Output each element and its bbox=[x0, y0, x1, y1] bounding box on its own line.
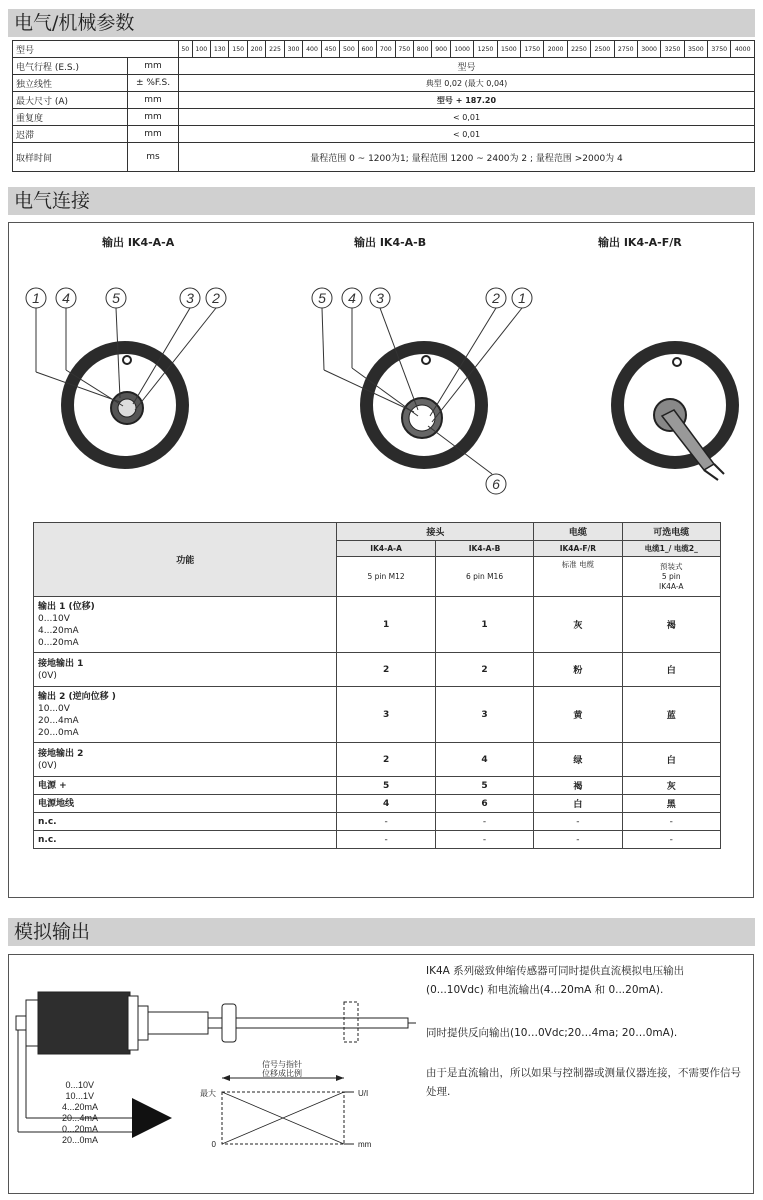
cell: 褐 bbox=[622, 597, 720, 653]
connector-a-drawing bbox=[20, 280, 250, 470]
cell: 6 bbox=[435, 795, 533, 813]
table-row bbox=[34, 687, 721, 743]
func-name: 电源 + bbox=[34, 777, 337, 795]
section-title-conn: 电气连接 bbox=[8, 187, 755, 215]
spec-table bbox=[12, 40, 755, 172]
func-name: n.c. bbox=[34, 813, 337, 831]
func-name: 输出 1 (位移) 0...10V 4...20mA 0...20mA bbox=[34, 597, 337, 653]
max-label: 最大 bbox=[200, 1089, 216, 1098]
ui-label: U/I bbox=[358, 1089, 369, 1098]
pin-label: 4 bbox=[348, 290, 356, 306]
signal-label: 0...20mA bbox=[61, 1124, 98, 1134]
func-header: 功能 bbox=[34, 523, 337, 597]
signal-label: 0...10V bbox=[65, 1080, 94, 1090]
cell: 粉 bbox=[534, 653, 622, 687]
param-unit: ms bbox=[128, 143, 179, 172]
sensor-cable-stub bbox=[16, 1016, 26, 1030]
table-row bbox=[13, 143, 755, 172]
cell: - bbox=[622, 813, 720, 831]
param-value: 典型 0,02 (最大 0,04) bbox=[179, 75, 755, 92]
zero-label: 0 bbox=[211, 1140, 216, 1149]
cell: 5 bbox=[337, 777, 435, 795]
model-value: 100 bbox=[192, 41, 210, 58]
col-header: 电缆1_/ 电缆2_ bbox=[622, 541, 720, 557]
param-value: 量程范围 0 ~ 1200为1; 量程范围 1200 ~ 2400为 2 ; 量程范围 >2000为 4 bbox=[179, 143, 755, 172]
cell: 蓝 bbox=[622, 687, 720, 743]
cell: 3 bbox=[435, 687, 533, 743]
pin-label: 6 bbox=[492, 476, 500, 492]
param-name: 独立线性 bbox=[13, 75, 128, 92]
model-value: 1500 bbox=[497, 41, 520, 58]
model-value: 450 bbox=[321, 41, 339, 58]
pin-label: 5 bbox=[318, 290, 326, 306]
table-row bbox=[13, 92, 755, 109]
model-value: 130 bbox=[211, 41, 229, 58]
model-value: 500 bbox=[340, 41, 358, 58]
model-value: 1250 bbox=[474, 41, 497, 58]
table-row bbox=[34, 523, 721, 541]
param-name: 电气行程 (E.S.) bbox=[13, 58, 128, 75]
param-value: < 0,01 bbox=[179, 126, 755, 143]
model-value: 700 bbox=[377, 41, 395, 58]
cell: 5 bbox=[435, 777, 533, 795]
model-value: 2750 bbox=[614, 41, 637, 58]
signal-label: 20...0mA bbox=[61, 1135, 98, 1145]
model-value: 2250 bbox=[567, 41, 590, 58]
param-unit: mm bbox=[128, 126, 179, 143]
func-name: 输出 2 (逆向位移 ) 10...0V 20...4mA 20...0mA bbox=[34, 687, 337, 743]
col-note: 预装式 5 pin IK4A-A bbox=[622, 557, 720, 597]
model-value: 3250 bbox=[661, 41, 684, 58]
model-value: 400 bbox=[303, 41, 321, 58]
group-header-optional: 可选电缆 bbox=[622, 523, 720, 541]
pin-label: 1 bbox=[518, 290, 526, 306]
cell: - bbox=[534, 831, 622, 849]
pin-socket-inner bbox=[409, 405, 435, 431]
model-value: 600 bbox=[358, 41, 376, 58]
cell: - bbox=[337, 831, 435, 849]
pinout-table bbox=[33, 522, 721, 849]
model-value: 1750 bbox=[521, 41, 544, 58]
signal-label: 10...1V bbox=[65, 1091, 94, 1101]
cell: - bbox=[622, 831, 720, 849]
model-value: 4000 bbox=[731, 41, 755, 58]
cell: 灰 bbox=[534, 597, 622, 653]
model-value: 300 bbox=[284, 41, 302, 58]
cell: 2 bbox=[337, 743, 435, 777]
param-unit: mm bbox=[128, 58, 179, 75]
section-title-mech: 电气/机械参数 bbox=[8, 9, 755, 37]
col-header: IK4-A-B bbox=[435, 541, 533, 557]
func-name: 接地输出 2 (0V) bbox=[34, 743, 337, 777]
model-value: 50 bbox=[179, 41, 193, 58]
section-title-analog: 模拟输出 bbox=[8, 918, 755, 946]
table-row bbox=[13, 126, 755, 143]
col-note: 5 pin M12 bbox=[337, 557, 435, 597]
col-header: IK4A-F/R bbox=[534, 541, 622, 557]
col-note: 标准 电缆 bbox=[534, 557, 622, 597]
cell: 3 bbox=[337, 687, 435, 743]
model-value: 2000 bbox=[544, 41, 567, 58]
pin-label: 4 bbox=[62, 290, 70, 306]
param-value: 型号 + 187.20 bbox=[179, 92, 755, 109]
cell: 褐 bbox=[534, 777, 622, 795]
pin-label: 2 bbox=[212, 290, 220, 306]
table-row bbox=[34, 743, 721, 777]
param-unit: mm bbox=[128, 109, 179, 126]
table-row bbox=[34, 597, 721, 653]
model-value: 1000 bbox=[450, 41, 473, 58]
param-unit: ± %F.S. bbox=[128, 75, 179, 92]
model-value: 750 bbox=[395, 41, 413, 58]
model-value: 800 bbox=[413, 41, 431, 58]
connector-title-fr: 输出 IK4-A-F/R bbox=[598, 236, 682, 249]
table-row bbox=[34, 653, 721, 687]
cell: 2 bbox=[435, 653, 533, 687]
analog-paragraph-3: 由于是直流输出，所以如果与控制器或测量仪器连接，不需要作信号处理. bbox=[426, 1067, 741, 1098]
col-note: 6 pin M16 bbox=[435, 557, 533, 597]
group-header-cable: 电缆 bbox=[534, 523, 622, 541]
table-row bbox=[34, 795, 721, 813]
model-value: 3750 bbox=[708, 41, 731, 58]
sensor-rod bbox=[208, 1018, 408, 1028]
cell: 黄 bbox=[534, 687, 622, 743]
cell: 1 bbox=[337, 597, 435, 653]
cell: 4 bbox=[435, 743, 533, 777]
param-name: 重复度 bbox=[13, 109, 128, 126]
func-name: 接地输出 1 (0V) bbox=[34, 653, 337, 687]
cell: - bbox=[435, 831, 533, 849]
table-row bbox=[34, 831, 721, 849]
func-name: n.c. bbox=[34, 831, 337, 849]
cell: 4 bbox=[337, 795, 435, 813]
model-value: 2500 bbox=[591, 41, 614, 58]
model-value: 225 bbox=[266, 41, 284, 58]
note-line-1: 信号与指针 bbox=[262, 1060, 302, 1069]
analog-paragraph-2: 同时提供反向输出(10…0Vdc;20…4ma; 20…0mA). bbox=[426, 1027, 678, 1039]
func-name: 电源地线 bbox=[34, 795, 337, 813]
signal-label: 20...4mA bbox=[61, 1113, 98, 1123]
table-row bbox=[13, 109, 755, 126]
pin-label: 5 bbox=[112, 290, 120, 306]
param-value: 型号 bbox=[179, 58, 755, 75]
sensor-diagram bbox=[12, 972, 422, 1162]
connector-title-b: 输出 IK4-A-B bbox=[354, 236, 427, 249]
sensor-body bbox=[38, 992, 130, 1054]
param-name: 最大尺寸 (A) bbox=[13, 92, 128, 109]
param-name: 迟滞 bbox=[13, 126, 128, 143]
table-row bbox=[13, 58, 755, 75]
connector-b-drawing bbox=[306, 280, 546, 500]
cell: 绿 bbox=[534, 743, 622, 777]
sensor-neck bbox=[148, 1012, 208, 1034]
connector-title-a: 输出 IK4-A-A bbox=[102, 236, 175, 249]
connector-fr-drawing bbox=[600, 320, 740, 490]
pin-socket-inner bbox=[118, 399, 136, 417]
pin-label: 2 bbox=[492, 290, 500, 306]
model-value: 3000 bbox=[637, 41, 660, 58]
cell: 灰 bbox=[622, 777, 720, 795]
note-line-2: 位移成比例 bbox=[262, 1069, 302, 1078]
model-value: 3500 bbox=[684, 41, 707, 58]
cell: 1 bbox=[435, 597, 533, 653]
pin-label: 1 bbox=[32, 290, 40, 306]
cell: 2 bbox=[337, 653, 435, 687]
table-row bbox=[13, 75, 755, 92]
col-header: IK4-A-A bbox=[337, 541, 435, 557]
table-row bbox=[34, 777, 721, 795]
table-row bbox=[13, 41, 755, 58]
pin-label: 3 bbox=[376, 290, 384, 306]
cell: - bbox=[534, 813, 622, 831]
cell: 白 bbox=[622, 653, 720, 687]
cell: - bbox=[435, 813, 533, 831]
signal-label: 4...20mA bbox=[61, 1102, 98, 1112]
magnet-icon bbox=[222, 1004, 236, 1042]
param-value: < 0,01 bbox=[179, 109, 755, 126]
model-value: 200 bbox=[247, 41, 265, 58]
cell: 黑 bbox=[622, 795, 720, 813]
pin-label: 3 bbox=[186, 290, 194, 306]
analog-paragraph-1: IK4A 系列磁致伸缩传感器可同时提供直流模拟电压输出 (0...10Vdc) 和电流输出(4...20mA 和 0...20mA). bbox=[426, 965, 685, 996]
param-unit: mm bbox=[128, 92, 179, 109]
cell: 白 bbox=[622, 743, 720, 777]
param-name: 取样时间 bbox=[13, 143, 128, 172]
cell: 白 bbox=[534, 795, 622, 813]
model-label: 型号 bbox=[13, 41, 179, 58]
group-header-connector: 接头 bbox=[337, 523, 534, 541]
model-value: 900 bbox=[432, 41, 450, 58]
cell: - bbox=[337, 813, 435, 831]
model-value: 150 bbox=[229, 41, 247, 58]
output-arrow-icon bbox=[132, 1098, 172, 1138]
table-row bbox=[34, 813, 721, 831]
mm-label: mm bbox=[358, 1140, 372, 1149]
